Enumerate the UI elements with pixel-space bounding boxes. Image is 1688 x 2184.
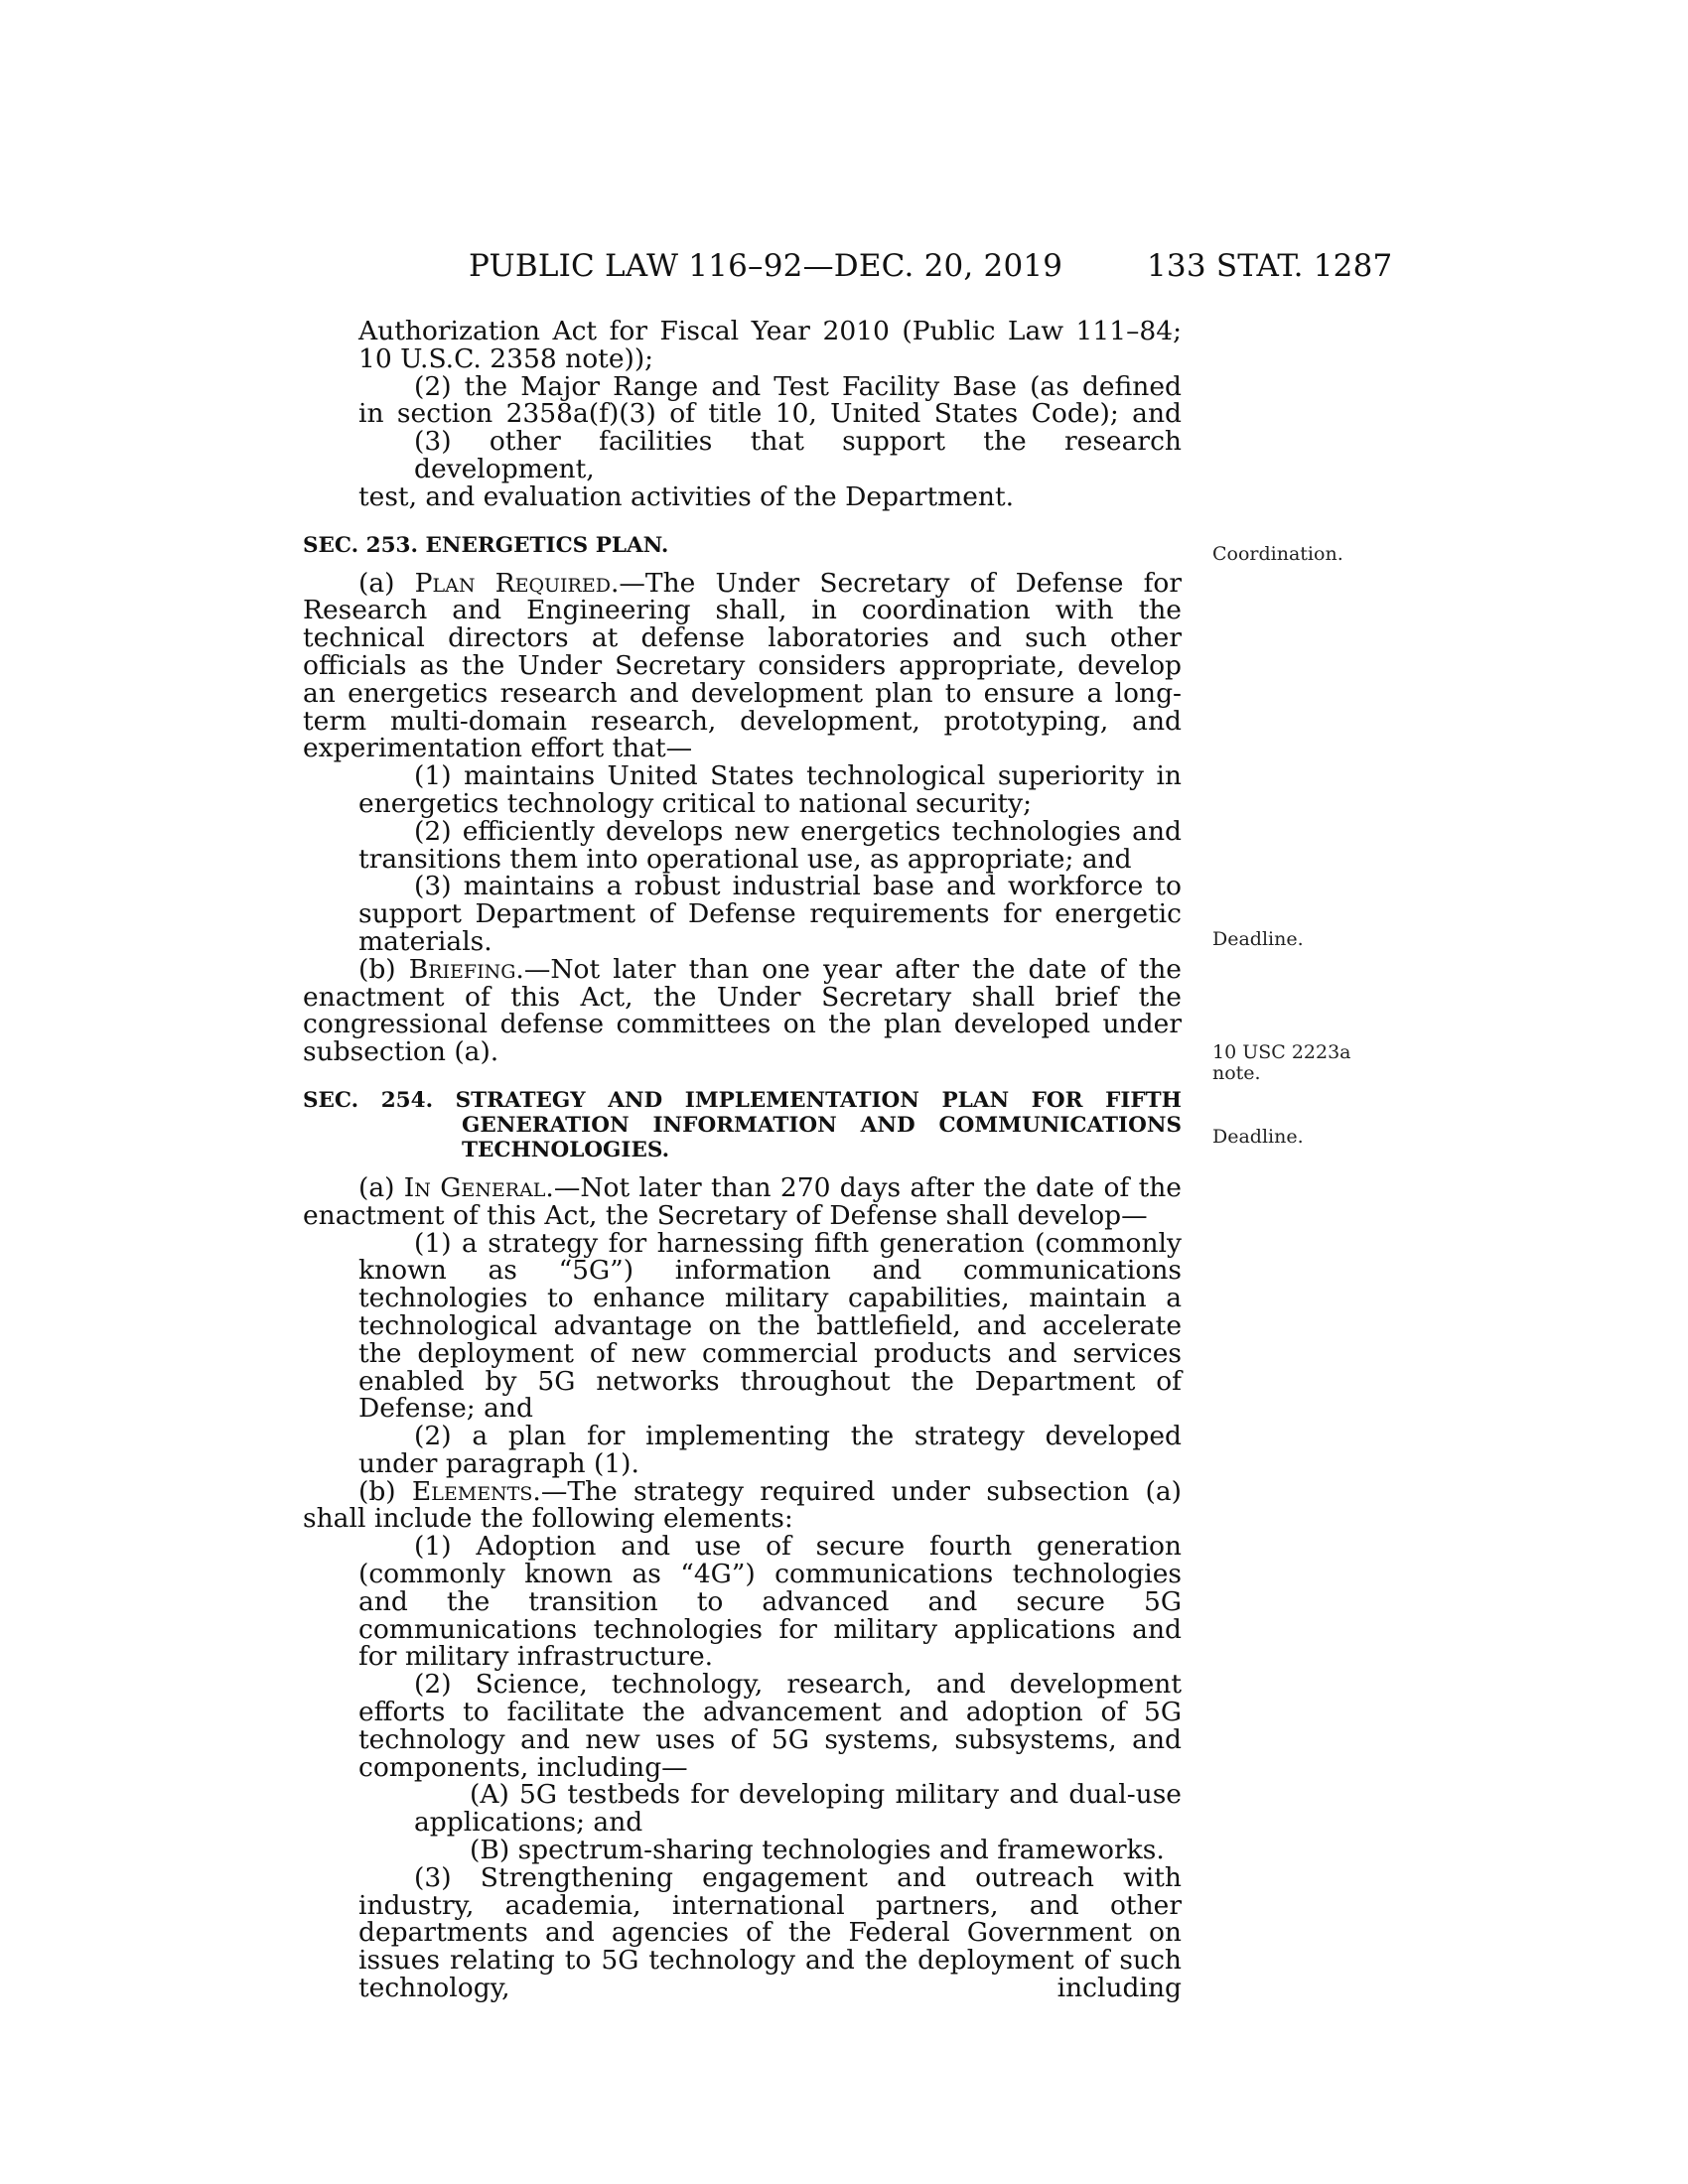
- margin-note-coordination: Coordination.: [1212, 543, 1343, 565]
- section-254-b-paragraph-2: (2) Science, technology, research, and development efforts to facilitate the advancement and adoption of 5G technology and new uses of 5G systems, subsystems, and components, including—: [358, 1669, 1182, 1783]
- section-254-subsection-b: (b) Elements.—The strategy required under subsection (a) shall include the following elements:: [303, 1475, 1182, 1535]
- margin-note-deadline: Deadline.: [1212, 1126, 1304, 1148]
- running-header-title: PUBLIC LAW 116–92—DEC. 20, 2019: [469, 248, 1063, 284]
- subsection-heading: Plan Required: [414, 567, 611, 599]
- paragraph-3-line-1: (3) other facilities that support the research development,: [414, 426, 1182, 484]
- section-254-b-paragraph-3: (3) Strengthening engagement and outreach with industry, academia, international partners, and other departments and agencies of the Federal Government on issues relating to 5G technology and the deployment of such technology, including: [358, 1861, 1182, 2004]
- paragraph-2-line-1: (2) the Major Range and Test Facility Base (as defined: [414, 370, 1182, 402]
- section-253-heading: SEC. 253. ENERGETICS PLAN.: [303, 532, 669, 558]
- section-253-subsection-b: (b) Briefing.—Not later than one year after the date of the enactment of this Act, the Under Secretary shall brief the congressional defense committees on the plan developed under subsection (a).: [303, 953, 1182, 1068]
- running-header-page-number: 133 STAT. 1287: [1147, 248, 1393, 284]
- subsection-heading: In General: [403, 1171, 546, 1203]
- subsection-heading: Briefing: [408, 953, 516, 985]
- section-254-b-2-subparagraph-B: (B) spectrum-sharing technologies and frameworks.: [470, 1835, 1165, 1866]
- section-254-a-paragraph-2: (2) a plan for implementing the strategy developed under paragraph (1).: [358, 1421, 1182, 1479]
- section-254-b-2-subparagraph-A: (A) 5G testbeds for developing military and dual-use applications; and: [414, 1779, 1182, 1839]
- section-253-subsection-a: (a) Plan Required.—The Under Secretary of Defense for Research and Engineering shall, in coordination with the technical directors at defense laboratories and such other officials as the Under Secretary considers appropriate, develop an energetics research and development plan to ensure a long-term multi-domain research, development, prototyping, and experimentation effort that—: [303, 567, 1182, 764]
- margin-note-deadline: Deadline.: [1212, 928, 1304, 950]
- subsection-heading: Elements: [411, 1475, 533, 1507]
- section-253-paragraph-2: (2) efficiently develops new energetics technologies and transitions them into operational use, as appropriate; and: [358, 815, 1182, 875]
- section-254-b-paragraph-1: (1) Adoption and use of secure fourth generation (commonly known as “4G”) communications technologies and the transition to advanced and secure 5G communications technologies for military applications and for military infrastructure.: [358, 1531, 1182, 1673]
- section-253-paragraph-1: (1) maintains United States technological superiority in energetics technology critical to national security;: [358, 760, 1182, 819]
- section-253-paragraph-3: (3) maintains a robust industrial base and workforce to support Department of Defense requirements for energetic materials.: [358, 871, 1182, 957]
- paragraph-2-line-2: in section 2358a(f)(3) of title 10, United States Code); and: [358, 398, 1182, 430]
- paragraph-3-line-2: test, and evaluation activities of the Department.: [358, 480, 1015, 512]
- continued-text-line-1: Authorization Act for Fiscal Year 2010 (Public Law 111–84;: [358, 316, 1182, 346]
- main-text: [303, 318, 1182, 2002]
- continued-text-line-2: 10 U.S.C. 2358 note));: [358, 342, 654, 374]
- section-254-heading: SEC. 254. STRATEGY AND IMPLEMENTATION PLAN FOR FIFTH GENERATION INFORMATION AND COMMUNICATIONS TECHNOLOGIES.: [303, 1087, 1182, 1162]
- section-254-subsection-a: (a) In General.—Not later than 270 days after the date of the enactment of this Act, the Secretary of Defense shall develop—: [303, 1171, 1182, 1231]
- margin-note-usc-citation: 10 USC 2223a note.: [1212, 1041, 1351, 1084]
- section-254-a-paragraph-1: (1) a strategy for harnessing fifth generation (commonly known as “5G”) information and communications technologies to enhance military capabilities, maintain a technological advantage on the battlefield, and accelerate the deployment of new commercial products and services enabled by 5G networks throughout the Department of Defense; and: [358, 1227, 1182, 1425]
